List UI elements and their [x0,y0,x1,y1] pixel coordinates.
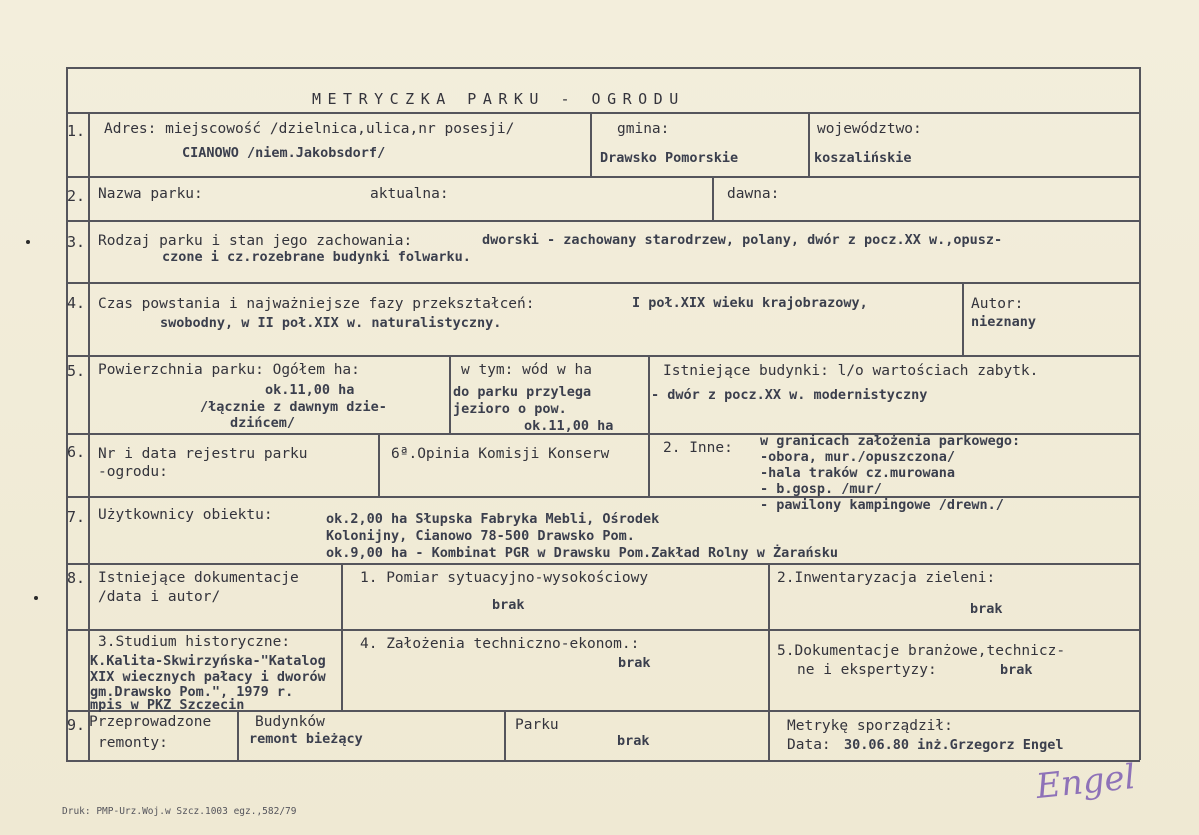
rule [66,282,1140,284]
inventory-label: 2.Inwentaryzacja zieleni: [777,570,996,586]
historic-study-value: mpis w PKZ Szczecin [90,697,245,713]
row-number: 8. [67,569,86,587]
row-number: 9. [67,716,86,734]
voivodeship-value: koszalińskie [814,150,912,166]
documentation-label: Istniejące dokumentacje [98,570,299,586]
other-item: w granicach założenia parkowego: [760,433,1021,449]
users-label: Użytkownicy obiektu: [98,507,273,523]
water-value-cont: jezioro o pow. [453,401,567,417]
history-label: Czas powstania i najważniejsze fazy przekształceń: [98,296,535,312]
park-type-value: dworski - zachowany starodrzew, polany, dwór z pocz.XX w.,opusz- [482,232,1003,248]
rule [449,355,451,433]
rule [768,563,770,710]
branch-docs-value: brak [1000,662,1033,678]
address-value: CIANOWO /niem.Jakobsdorf/ [182,145,386,161]
rule [962,282,964,355]
row-number: 2. [67,187,86,205]
registry-label: Nr i data rejestru parku [98,446,308,462]
branch-docs-label-cont: ne i ekspertyzy: [797,662,937,678]
rule [66,176,1140,178]
park-repairs-label: Parku [515,717,559,733]
buildings-value: - dwór z pocz.XX w. modernistyczny [651,387,928,403]
author-label: Autor: [971,296,1024,312]
users-value: ok.2,00 ha Słupska Fabryka Mebli, Ośrodek [326,511,660,527]
rule [768,710,770,760]
park-repairs-value: brak [617,733,650,749]
conservation-opinion-label: 6ª.Opinia Komisji Konserw [391,446,610,462]
rule [66,67,1140,69]
repairs-label-cont: remonty: [98,735,168,751]
rule [66,355,1140,357]
card-title: METRYCZKA PARKU - OGRODU [312,90,685,108]
historic-study-value: gm.Drawsko Pom.", 1979 r. [90,684,294,700]
rule [1139,67,1141,760]
row-number: 5. [67,362,86,380]
water-label: w tym: wód w ha [461,362,592,378]
rule [712,176,714,220]
rule [808,112,810,176]
repairs-label: Przeprowadzone [89,714,212,730]
rule [66,67,68,760]
registry-label-cont: -ogrodu: [98,464,168,480]
author-value: nieznany [971,314,1037,330]
rule [341,563,343,710]
other-label: 2. Inne: [663,440,733,456]
historic-study-value: XIX wiecznych pałacy i dworów [90,669,326,685]
date-author-value: 30.06.80 inż.Grzegorz Engel [844,737,1064,753]
other-item: -obora, mur./opuszczona/ [760,449,956,465]
row-number: 3. [67,233,86,251]
address-label: Adres: miejscowość /dzielnica,ulica,nr posesji/ [104,121,515,137]
other-item: -hala traków cz.murowana [760,465,956,481]
buildings-label: Istniejące budynki: l/o wartościach zabytk. [663,363,1039,379]
rule [66,760,1140,762]
voivodeship-label: województwo: [817,121,922,137]
survey-label: 1. Pomiar sytuacyjno-wysokościowy [360,570,649,586]
history-value-cont: swobodny, w II poł.XIX w. naturalistyczny. [160,315,502,331]
users-value: Kolonijny, Cianowo 78-500 Drawsko Pom. [326,528,635,544]
rule [66,563,1140,565]
punch-mark [34,596,38,600]
rule [378,433,380,496]
handwritten-signature: Engel [1034,756,1138,808]
history-value: I poł.XIX wieku krajobrazowy, [632,295,868,311]
area-value: ok.11,00 ha [265,382,355,398]
documentation-label-cont: /data i autor/ [98,589,221,605]
technical-label: 4. Założenia techniczno-ekonom.: [360,636,640,652]
gmina-value: Drawsko Pomorskie [600,150,739,166]
row-number: 6. [67,443,86,461]
row-number: 1. [67,122,86,140]
historic-study-value: K.Kalita-Skwirzyńska-"Katalog [90,653,326,669]
rule [590,112,592,176]
survey-value: brak [492,597,525,613]
prepared-by-label: Metrykę sporządził: [787,718,953,734]
other-item: - b.gosp. /mur/ [760,481,882,497]
historic-study-label: 3.Studium historyczne: [98,634,291,650]
water-area-value: ok.11,00 ha [524,418,614,434]
gmina-label: gmina: [617,121,670,137]
park-type-label: Rodzaj parku i stan jego zachowania: [98,233,413,249]
other-item: - pawilony kampingowe /drewn./ [760,497,1004,513]
punch-mark [26,240,30,244]
branch-docs-label: 5.Dokumentacje branżowe,technicz- [777,643,1066,659]
rule [648,355,650,496]
rule [237,710,239,760]
inventory-value: brak [970,601,1003,617]
area-note: /łącznie z dawnym dzie- [200,399,387,415]
current-name-label: aktualna: [370,186,449,202]
print-footer: Druk: PMP-Urz.Woj.w Szcz.1003 egz.,582/79 [62,806,297,817]
building-repairs-value: remont bieżący [249,731,363,747]
park-name-label: Nazwa parku: [98,186,203,202]
water-value: do parku przylega [453,384,592,400]
users-value: ok.9,00 ha - Kombinat PGR w Drawsku Pom.Zakład Rolny w Żarańsku [326,545,839,561]
rule [66,220,1140,222]
building-repairs-label: Budynków [255,714,325,730]
area-label: Powierzchnia parku: Ogółem ha: [98,362,360,378]
rule [66,629,1140,631]
rule [66,112,1140,114]
date-label: Data: [787,737,831,753]
row-number: 4. [67,294,86,312]
area-note-cont: dzińcem/ [230,415,296,431]
rule [504,710,506,760]
row-number: 7. [67,508,86,526]
technical-value: brak [618,655,651,671]
former-name-label: dawna: [727,186,780,202]
park-type-value-cont: czone i cz.rozebrane budynki folwarku. [162,249,471,265]
